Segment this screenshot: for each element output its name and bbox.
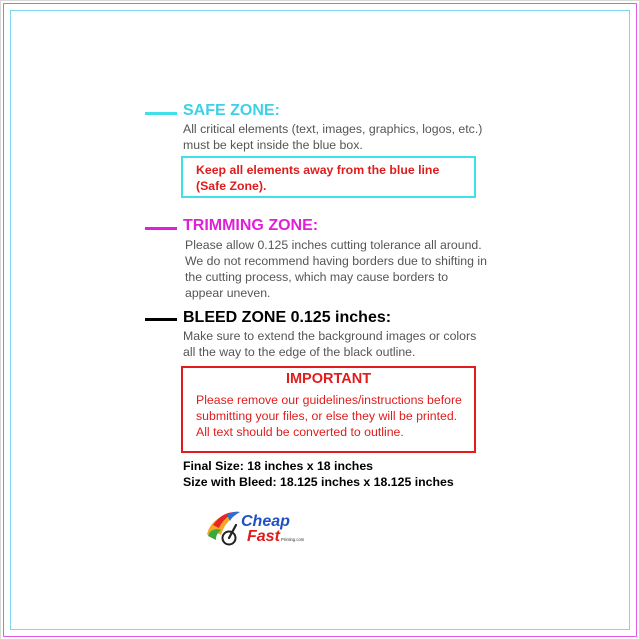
safe-zone-notice-box	[181, 156, 476, 198]
bleed-zone-heading: BLEED ZONE 0.125 inches:	[183, 309, 392, 326]
cheap-fast-printing-logo	[203, 505, 323, 555]
trimming-zone-line: appear uneven.	[185, 286, 271, 300]
safe-zone-line: All critical elements (text, images, graphics, logos, etc.)	[183, 122, 483, 136]
bleed-zone-line: all the way to the edge of the black outline.	[183, 344, 416, 359]
logo-word-cheap: Cheap	[241, 513, 290, 530]
trimming-zone-line: the cutting process, which may cause borders to	[185, 270, 449, 284]
trimming-zone-line: We do not recommend having borders due to shifting in	[185, 254, 487, 268]
bleed-zone-legend-line	[145, 318, 177, 321]
important-line: Please remove our guidelines/instructions before	[196, 393, 462, 407]
trimming-zone-description	[185, 237, 487, 301]
important-line: submitting your files, or else they will be printed.	[196, 409, 458, 423]
logo-suffix: Printing.com	[281, 537, 305, 542]
safe-zone-legend-line	[145, 112, 177, 115]
safe-zone-notice-line: Keep all elements away from the blue line	[196, 163, 440, 177]
trimming-zone-heading: TRIMMING ZONE:	[183, 217, 319, 234]
important-text	[196, 392, 462, 440]
bleed-zone-line: Make sure to extend the background images or colors	[183, 329, 477, 343]
bleed-zone-description	[183, 329, 476, 360]
important-notice-box	[181, 366, 476, 453]
trimming-zone-line: Please allow 0.125 inches cutting tolerance all around.	[185, 238, 482, 252]
bleed-size: Size with Bleed: 18.125 inches x 18.125 inches	[183, 475, 454, 489]
safe-zone-line: must be kept inside the blue box.	[183, 137, 363, 152]
final-size: Final Size: 18 inches x 18 inches	[183, 459, 374, 473]
important-line: All text should be converted to outline.	[196, 425, 404, 439]
logo-word-fast: Fast	[247, 528, 280, 545]
trimming-zone-legend-line	[145, 227, 177, 230]
size-info	[183, 458, 454, 490]
safe-zone-notice-line: (Safe Zone).	[196, 179, 267, 193]
safe-zone-heading: SAFE ZONE:	[183, 102, 280, 119]
important-title: IMPORTANT	[285, 371, 372, 387]
safe-zone-description	[183, 122, 482, 153]
